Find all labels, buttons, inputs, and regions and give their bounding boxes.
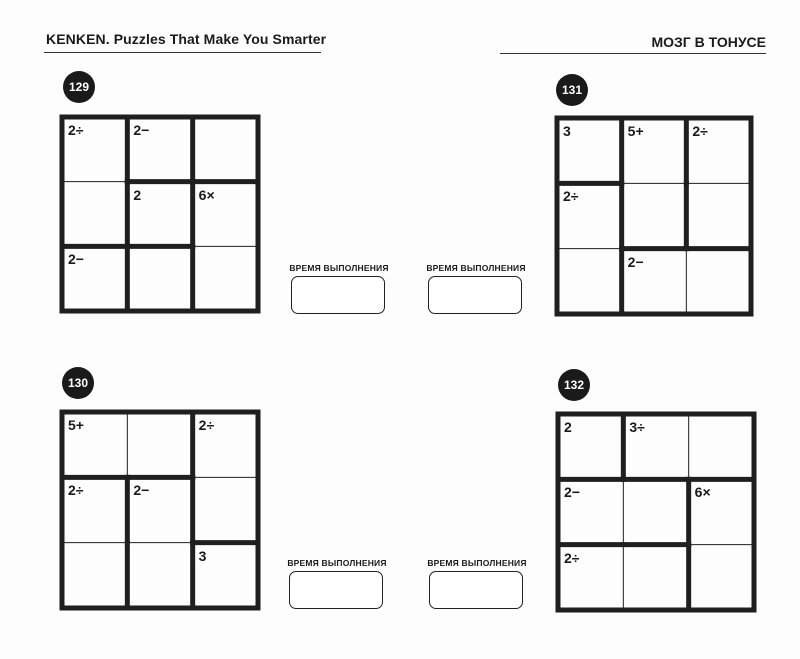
- puzzle-number-badge: 131: [556, 74, 588, 106]
- grid-frame: [558, 414, 754, 610]
- grid-frame: [62, 412, 258, 608]
- cage-clue: 2−: [627, 253, 644, 270]
- cage-clue: 2÷: [563, 188, 579, 205]
- grid-lines: [62, 117, 258, 311]
- puzzle-number-badge: 129: [63, 71, 95, 103]
- cage-clue: 2−: [564, 484, 580, 501]
- timer-input-129[interactable]: [291, 276, 385, 314]
- cage-clue: 6×: [694, 484, 711, 501]
- section-title: МОЗГ В ТОНУСЕ: [651, 34, 766, 50]
- grid-frame: [62, 117, 258, 311]
- grid-lines: [557, 118, 751, 314]
- cage-clue: 2: [133, 186, 142, 203]
- timer-input-130[interactable]: [289, 571, 383, 609]
- cage-clue: 2−: [133, 482, 150, 499]
- cage-clue: 2−: [133, 122, 150, 138]
- timer-label: ВРЕМЯ ВЫПОЛНЕНИЯ: [426, 263, 526, 273]
- timer-input-132[interactable]: [429, 571, 523, 609]
- cage-clue: 5+: [627, 123, 644, 139]
- kenken-grid[interactable]: [558, 414, 754, 610]
- kenken-grid[interactable]: [557, 118, 751, 314]
- cage-clue: 2÷: [68, 482, 84, 499]
- kenken-grid[interactable]: [62, 412, 258, 608]
- cage-clue: 3: [198, 547, 207, 564]
- kenken-grid[interactable]: [62, 117, 258, 311]
- header-rule-left: [44, 52, 321, 53]
- grid-lines: [558, 414, 754, 610]
- cage-clue: 3÷: [629, 419, 645, 435]
- book-title: KENKEN. Puzzles That Make You Smarter: [46, 31, 327, 47]
- cage-clue: 2−: [68, 251, 84, 268]
- cage-clue: 2÷: [198, 417, 215, 433]
- cage-clue: 6×: [198, 186, 215, 203]
- cage-clue: 2÷: [564, 549, 580, 566]
- timer-label: ВРЕМЯ ВЫПОЛНЕНИЯ: [427, 558, 527, 568]
- cage-clue: 3: [563, 123, 571, 139]
- cage-clue: 2: [564, 419, 572, 435]
- puzzle-number-badge: 130: [62, 367, 94, 399]
- grid-frame: [557, 118, 751, 314]
- timer-label: ВРЕМЯ ВЫПОЛНЕНИЯ: [287, 558, 387, 568]
- cage-clue: 5+: [68, 417, 84, 433]
- timer-input-131[interactable]: [428, 276, 522, 314]
- header-rule-right: [500, 53, 766, 54]
- cage-clue: 2÷: [68, 122, 84, 138]
- grid-lines: [62, 412, 258, 608]
- puzzle-number-badge: 132: [558, 369, 590, 401]
- timer-label: ВРЕМЯ ВЫПОЛНЕНИЯ: [289, 263, 389, 273]
- cage-clue: 2÷: [692, 123, 708, 139]
